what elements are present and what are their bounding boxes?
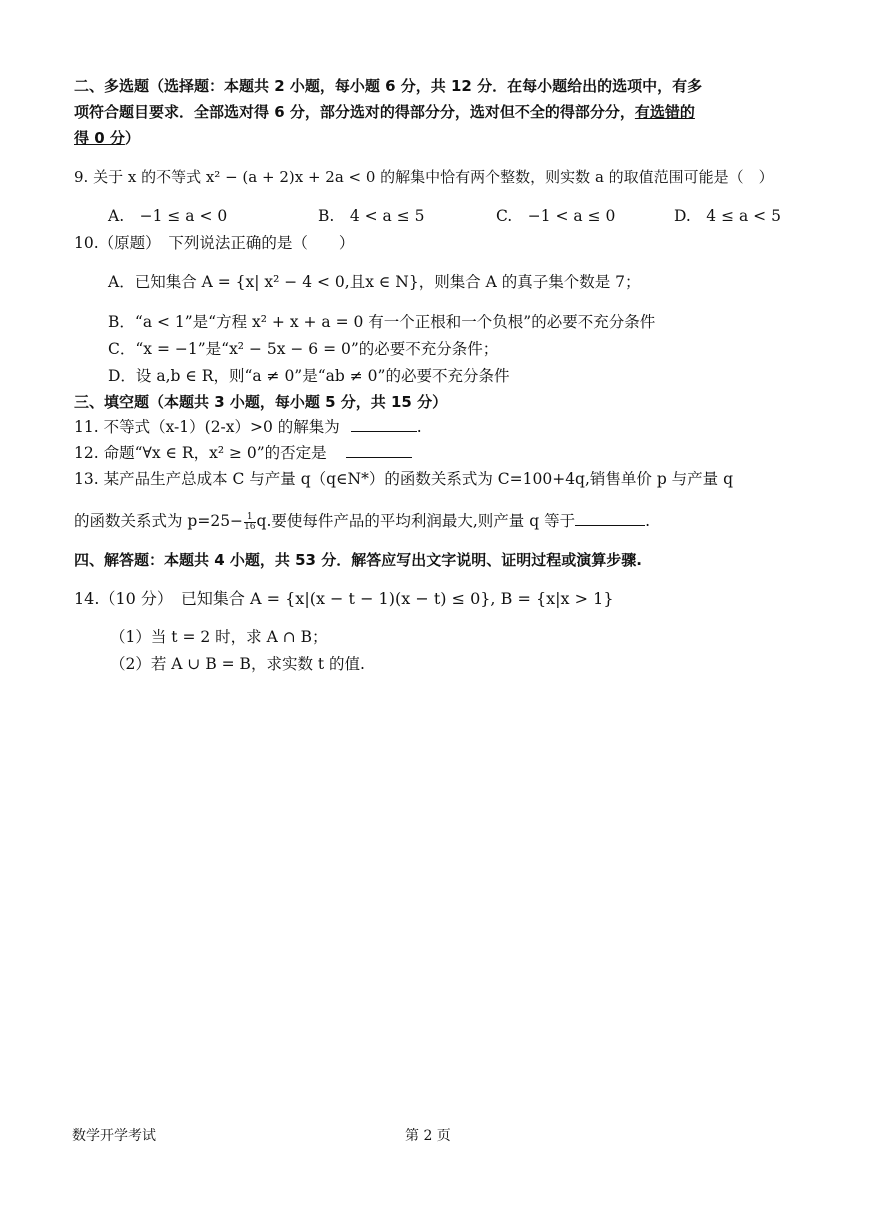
question-13-end: . bbox=[645, 512, 651, 530]
section-2-heading-line-3 bbox=[74, 127, 140, 149]
question-10-option-a: A．已知集合 A = {x| x² − 4 < 0,且x ∈ N}，则集合 A 的真子集个数是 7； bbox=[108, 273, 641, 291]
question-10-option-b: B．“a < 1”是“方程 x² + x + a = 0 有一个正根和一个负根”的必要不充分条件 bbox=[108, 313, 656, 331]
answer-blank bbox=[575, 511, 645, 526]
question-9-option-a: A. −1 ≤ a < 0 bbox=[108, 207, 228, 225]
question-9-option-c: C. −1 < a ≤ 0 bbox=[496, 207, 616, 225]
answer-blank bbox=[346, 443, 412, 458]
question-11 bbox=[74, 416, 422, 438]
question-14-part-1: （1）当 t = 2 时，求 A ∩ B； bbox=[110, 628, 328, 646]
section-3-heading: 三、填空题（本题共 3 小题，每小题 5 分，共 15 分） bbox=[74, 393, 448, 411]
answer-blank bbox=[351, 417, 417, 432]
section-2-heading-line-2 bbox=[74, 101, 695, 123]
fraction-denominator: 16 bbox=[244, 521, 256, 532]
question-13-text-tail: q.要使每件产品的平均利润最大,则产量 q 等于 bbox=[256, 512, 576, 530]
question-13-line-1: 13. 某产品生产总成本 C 与产量 q（q∈N*）的函数关系式为 C=100+4q,销售单价 p 与产量 q bbox=[74, 470, 734, 488]
section-4-heading: 四、解答题：本题共 4 小题，共 53 分．解答应写出文字说明、证明过程或演算步骤. bbox=[74, 551, 642, 569]
fraction-numerator: 1 bbox=[244, 513, 255, 523]
question-9-option-d: D. 4 ≤ a < 5 bbox=[674, 207, 781, 225]
question-10-option-d: D．设 a,b ∈ R，则“a ≠ 0”是“ab ≠ 0”的必要不充分条件 bbox=[108, 367, 510, 385]
section-2-underlined-score: 得 0 分 bbox=[74, 129, 125, 147]
question-11-end: . bbox=[416, 418, 422, 436]
question-10-option-c: C．“x = −1”是“x² − 5x − 6 = 0”的必要不充分条件； bbox=[108, 340, 499, 358]
question-12-text: 12. 命题“∀x ∈ R，x² ≥ 0”的否定是 bbox=[74, 444, 327, 462]
question-13-line-2 bbox=[74, 510, 650, 532]
footer-exam-name: 数学开学考试 bbox=[72, 1128, 156, 1144]
section-2-heading-text: 项符合题目要求．全部选对得 6 分，部分选对的得部分分，选对但不全的得部分分， bbox=[74, 103, 635, 121]
fraction bbox=[244, 513, 255, 532]
question-14-part-2: （2）若 A ∪ B = B，求实数 t 的值. bbox=[110, 655, 365, 673]
section-2-heading-line-1: 二、多选题（选择题：本题共 2 小题，每小题 6 分，共 12 分．在每小题给出的选项中，有多 bbox=[74, 77, 703, 95]
section-2-heading-close: ） bbox=[124, 129, 140, 147]
question-13-text: 的函数关系式为 p=25− bbox=[74, 512, 244, 530]
question-9-stem: 9. 关于 x 的不等式 x² − (a + 2)x + 2a < 0 的解集中恰有两个整数，则实数 a 的取值范围可能是（ ） bbox=[74, 168, 774, 186]
footer-page-number: 第 2 页 bbox=[405, 1128, 451, 1144]
section-2-underlined-text: 有选错的 bbox=[634, 103, 695, 121]
question-12 bbox=[74, 442, 412, 464]
question-9-option-b: B. 4 < a ≤ 5 bbox=[318, 207, 425, 225]
question-11-text: 11. 不等式（x-1）(2-x）>0 的解集为 bbox=[74, 418, 340, 436]
question-14-stem: 14.（10 分） 已知集合 A = {x|(x − t − 1)(x − t) ≤ 0}, B = {x|x > 1} bbox=[74, 589, 614, 608]
question-10-stem: 10.（原题） 下列说法正确的是（ ） bbox=[74, 234, 355, 252]
